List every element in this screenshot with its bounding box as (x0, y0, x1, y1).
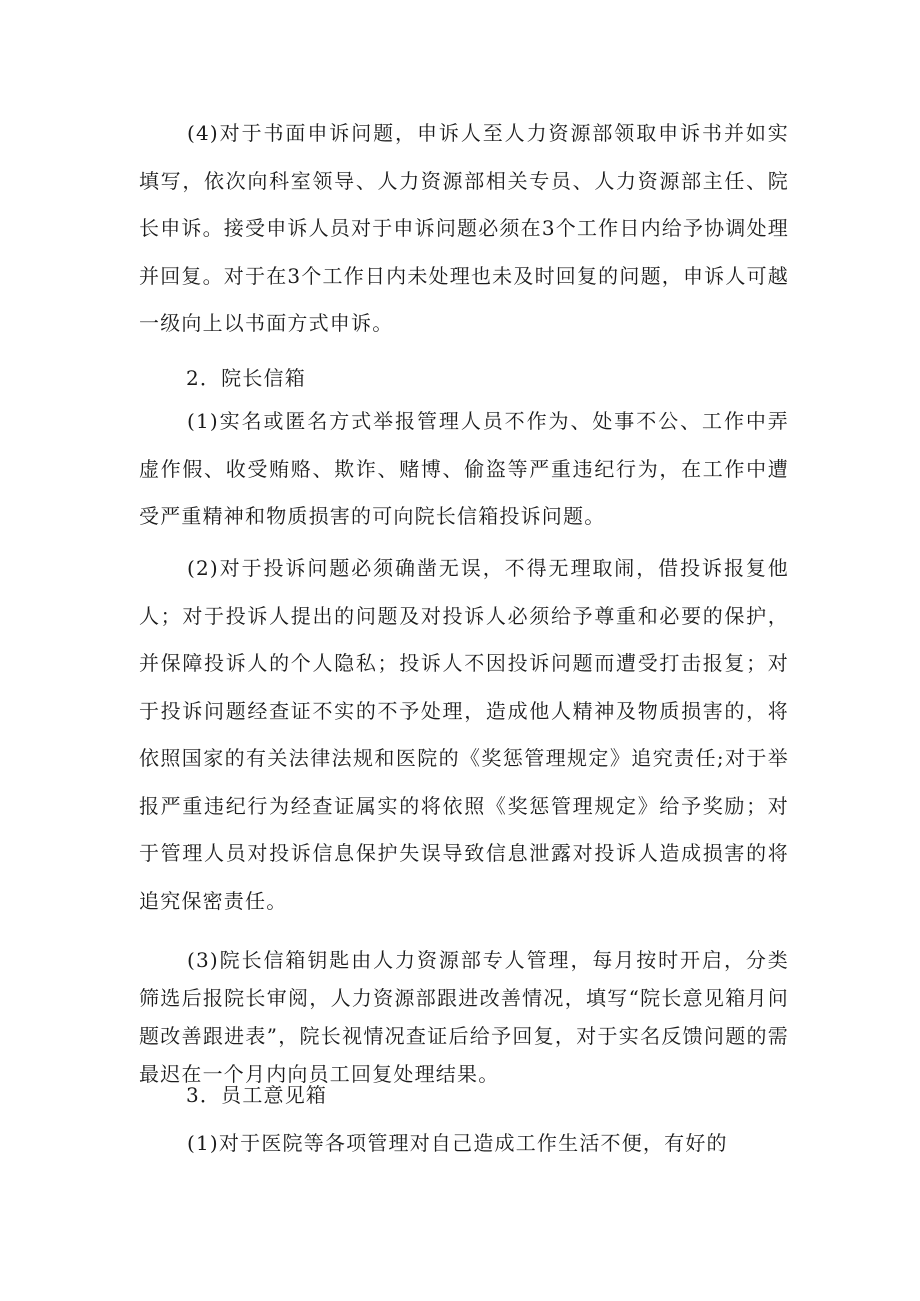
paragraph-mailbox-item-3: (3)院长信箱钥匙由人力资源部专人管理，每月按时开启，分类筛选后报院长审阅，人力资源部跟进改善情况，填写“院长意见箱月问题改善跟进表”，院长视情况查证后给予回复，对于实名反馈问题的需最迟在一个月内向员工回复处理结果。 (139, 948, 789, 1086)
heading-president-mailbox: 2．院长信箱 (186, 366, 306, 390)
heading-staff-suggestion-box: 3．员工意见箱 (186, 1083, 328, 1107)
paragraph-mailbox-item-1: (1)实名或匿名方式举报管理人员不作为、处事不公、工作中弄虚作假、收受贿赂、欺诈、赌博、偷盗等严重违纪行为，在工作中遭受严重精神和物质损害的可向院长信箱投诉问题。 (139, 409, 789, 528)
paragraph-complaint-written: (4)对于书面申诉问题，申诉人至人力资源部领取申诉书并如实填写，依次向科室领导、人力资源部相关专员、人力资源部主任、院长申诉。接受申诉人员对于申诉问题必须在3个工作日内给予协调处理并回复。对于在3个工作日内未处理也未及时回复的问题，申诉人可越一级向上以书面方式申诉。 (139, 121, 789, 335)
paragraph-suggestion-item-1: (1)对于医院等各项管理对自己造成工作生活不便，有好的 (187, 1131, 728, 1155)
paragraph-mailbox-item-2: (2)对于投诉问题必须确凿无误，不得无理取闹，借投诉报复他人；对于投诉人提出的问题及对投诉人必须给予尊重和必要的保护，并保障投诉人的个人隐私；投诉人不因投诉问题而遭受打击报复；对于投诉问题经查证不实的不予处理，造成他人精神及物质损害的，将依照国家的有关法律法规和医院的《奖惩管理规定》追究责任;对于举报严重违纪行为经查证属实的将依照《奖惩管理规定》给予奖励；对于管理人员对投诉信息保护失误导致信息泄露对投诉人造成损害的将追究保密责任。 (139, 556, 789, 913)
